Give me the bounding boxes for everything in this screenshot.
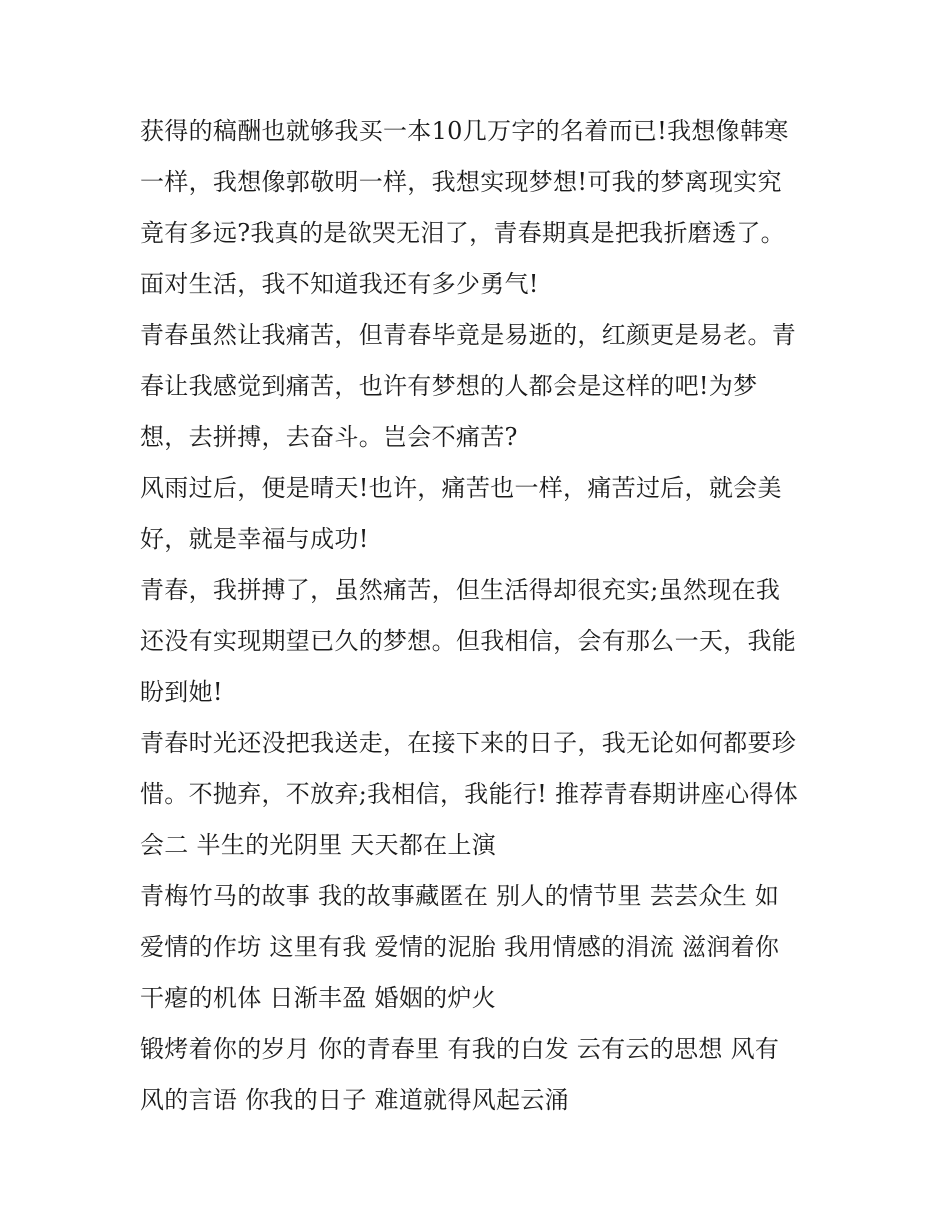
text-line: 还没有实现期望已久的梦想。但我相信，会有那么一天，我能 [140,627,797,655]
text-line: 好，就是幸福与成功! [140,525,369,553]
text-line: 锻烤着你的岁月 你的青春里 有我的白发 云有云的思想 风有 [140,1035,780,1063]
text-line: 会二 半生的光阴里 天天都在上演 [140,831,497,859]
document-body [140,106,820,1126]
text-line: 干瘪的机体 日渐丰盈 婚姻的炉火 [140,984,497,1012]
text-line: 青梅竹马的故事 我的故事藏匿在 别人的情节里 芸芸众生 如 [140,882,780,910]
text-line: 盼到她! [140,678,223,706]
text-line: 青春，我拼搏了，虽然痛苦，但生活得却很充实;虽然现在我 [140,576,781,604]
text-line: 爱情的作坊 这里有我 爱情的泥胎 我用情感的涓流 滋润着你 [140,933,780,961]
text-line: 青春时光还没把我送走，在接下来的日子，我无论如何都要珍 [140,729,797,757]
text-line: 一样，我想像郭敬明一样，我想实现梦想!可我的梦离现实究 [140,168,782,196]
text-line: 风的言语 你我的日子 难道就得风起云涌 [140,1086,569,1114]
text-line: 想，去拼搏，去奋斗。岂会不痛苦? [140,423,518,451]
text-line: 获得的稿酬也就够我买一本10几万字的名着而已!我想像韩寒 [140,117,789,145]
text-line: 面对生活，我不知道我还有多少勇气! [140,270,539,298]
text-line: 竟有多远?我真的是欲哭无泪了，青春期真是把我折磨透了。 [140,219,785,247]
text-line: 春让我感觉到痛苦，也许有梦想的人都会是这样的吧!为梦 [140,372,758,400]
text-line: 惜。不抛弃，不放弃;我相信，我能行! 推荐青春期讲座心得体 [140,780,799,808]
text-line: 青春虽然让我痛苦，但青春毕竟是易逝的，红颜更是易老。青 [140,321,797,349]
text-line: 风雨过后，便是晴天!也许，痛苦也一样，痛苦过后，就会美 [140,474,782,502]
